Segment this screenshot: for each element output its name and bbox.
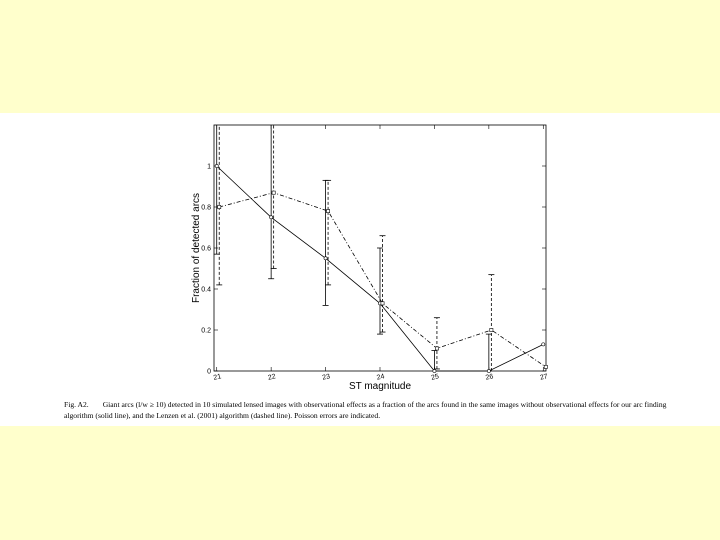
data-point <box>435 347 438 350</box>
data-point <box>433 369 436 372</box>
x-axis-label: ST magnitude <box>348 381 412 392</box>
data-point <box>544 365 547 368</box>
data-point <box>381 302 384 305</box>
y-tick-label: 1 <box>207 163 211 171</box>
data-point <box>542 343 545 346</box>
data-point <box>324 257 327 260</box>
x-tick-label: 26 <box>484 373 495 382</box>
x-tick-label: 27 <box>539 373 549 382</box>
data-point <box>270 216 273 219</box>
x-tick-label: 21 <box>212 373 222 382</box>
x-tick-label: 22 <box>267 373 277 382</box>
data-point <box>487 369 490 372</box>
y-tick-label: 0 <box>207 368 211 376</box>
y-tick-label: 0.6 <box>201 245 211 253</box>
x-tick-label: 24 <box>376 373 386 382</box>
series-solid <box>214 125 545 373</box>
x-tick-label: 23 <box>321 373 331 382</box>
y-tick-label: 0.4 <box>201 286 211 294</box>
y-tick-label: 0.8 <box>201 204 211 212</box>
caption-label: Fig. A2. <box>64 400 89 409</box>
data-point <box>218 205 221 208</box>
data-point <box>326 210 329 213</box>
x-tick-label: 25 <box>430 373 440 382</box>
data-point <box>490 328 493 331</box>
caption-text: Giant arcs (l/w ≥ 10) detected in 10 simulated lensed images with observational effects as a fraction of the arcs found in the same images without observational effects for our arc finding algorithm (solid line), and the Lenzen et al. (2001) algorithm (dashed line). Poisson errors are indicated. <box>64 400 667 420</box>
data-point <box>272 191 275 194</box>
y-tick-label: 0.2 <box>201 327 211 335</box>
y-axis-label: Fraction of detected arcs <box>191 192 202 304</box>
figure-caption <box>64 399 684 421</box>
data-point <box>215 164 218 167</box>
tick-labels <box>201 164 548 382</box>
data-layer <box>214 125 548 373</box>
